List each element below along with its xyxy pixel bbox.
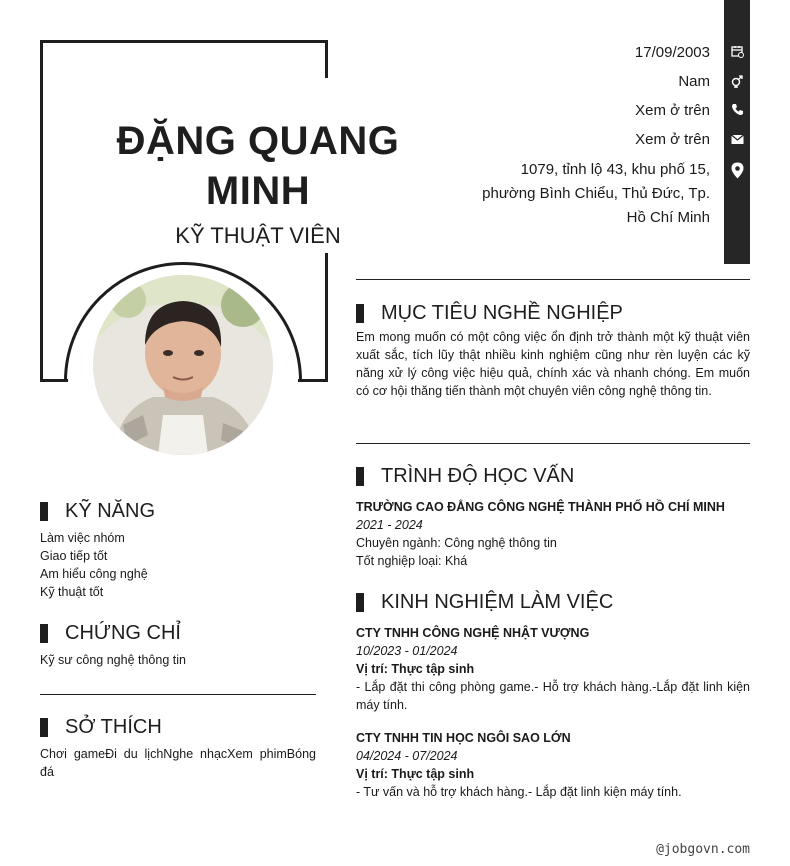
candidate-name: ĐẶNG QUANG MINH: [116, 119, 400, 213]
objective-title: MỤC TIÊU NGHỀ NGHIỆP: [381, 302, 623, 324]
phone-text: Xem ở trên: [635, 102, 710, 119]
frame-left-line: [40, 40, 43, 382]
education-period: 2021 - 2024: [356, 518, 423, 532]
frame-right-top-line: [325, 40, 328, 78]
education-heading: [356, 465, 574, 488]
education-title: TRÌNH ĐỘ HỌC VẤN: [381, 465, 575, 487]
company-name: CTY TNHH TIN HỌC NGÔI SAO LỚN: [356, 731, 571, 745]
experience-item: [356, 729, 750, 801]
list-item: Am hiểu công nghệ: [40, 567, 148, 581]
objective-divider: [356, 443, 750, 444]
address-text: 1079, tỉnh lộ 43, khu phố 15, phường Bình Chiểu, Thủ Đức, Tp. Hồ Chí Minh: [482, 161, 710, 226]
frame-bottom-right-line: [298, 379, 328, 382]
certificate-item: Kỹ sư công nghệ thông tin: [40, 653, 186, 667]
hobbies-title: SỞ THÍCH: [65, 716, 162, 738]
avatar: [93, 275, 273, 455]
heading-bar: [40, 502, 48, 521]
job-title: KỸ THUẬT VIÊN: [175, 223, 341, 248]
skills-title: KỸ NĂNG: [65, 500, 156, 522]
heading-bar: [356, 593, 364, 612]
email-text: Xem ở trên: [635, 131, 710, 148]
education-grade: Tốt nghiệp loại: Khá: [356, 554, 468, 568]
location-icon: [724, 162, 750, 183]
certificates-title: CHỨNG CHỈ: [65, 622, 181, 644]
education-major: Chuyên ngành: Công nghệ thông tin: [356, 536, 557, 550]
calendar-icon: [724, 45, 750, 62]
gender-icon: [724, 74, 750, 92]
company-name: CTY TNHH CÔNG NGHỆ NHẬT VƯỢNG: [356, 626, 590, 640]
left-divider: [40, 694, 316, 695]
experience-title: KINH NGHIỆM LÀM VIỆC: [381, 591, 614, 613]
birthday-text: 17/09/2003: [634, 44, 710, 61]
list-item: Kỹ thuật tốt: [40, 585, 104, 599]
heading-bar: [356, 304, 364, 323]
job-position: Vị trí: Thực tập sinh: [356, 767, 475, 781]
skills-heading: [40, 500, 155, 523]
frame-top-line: [40, 40, 328, 43]
skills-list: [40, 529, 148, 601]
objective-text: Em mong muốn có một công việc ổn định trở thành một kỹ thuật viên xuất sắc, tích lũy thật nhiều kinh nghiệm cũng như rèn luyện các kỹ năng xử lý công việc hiệu quả, chính xác và nhanh chóng. Em muốn có cơ hội thăng tiến thành một chuyên viên công nghệ thông tin.: [356, 330, 750, 398]
school-name: TRƯỜNG CAO ĐẲNG CÔNG NGHỆ THÀNH PHỐ HỒ CHÍ MINH: [356, 500, 725, 514]
heading-bar: [40, 718, 48, 737]
hobbies-text: Chơi gameĐi du lịchNghe nhạcXem phimBóng đá: [40, 747, 316, 779]
list-item: Làm việc nhóm: [40, 531, 125, 545]
gender-text: Nam: [678, 73, 710, 90]
contact-sidebar: [724, 0, 750, 264]
objective-heading: [356, 302, 623, 325]
heading-bar: [356, 467, 364, 486]
job-description: - Lắp đặt thi công phòng game.- Hỗ trợ khách hàng.-Lắp đặt linh kiện máy tính.: [356, 680, 750, 712]
top-divider: [356, 279, 750, 280]
avatar-photo: [93, 275, 273, 455]
phone-icon: [724, 103, 750, 120]
heading-bar: [40, 624, 48, 643]
experience-heading: [356, 591, 613, 614]
education-block: [356, 498, 750, 570]
list-item: Giao tiếp tốt: [40, 549, 108, 563]
watermark-text: @jobgovn.com: [656, 842, 750, 857]
frame-right-bottom-line: [325, 253, 328, 382]
frame-bottom-left-line: [40, 379, 68, 382]
job-period: 10/2023 - 01/2024: [356, 644, 458, 658]
job-description: - Tư vấn và hỗ trợ khách hàng.- Lắp đặt linh kiện máy tính.: [356, 785, 682, 799]
certificates-heading: [40, 622, 181, 645]
experience-item: [356, 624, 750, 714]
job-period: 04/2024 - 07/2024: [356, 749, 458, 763]
mail-icon: [724, 133, 750, 149]
job-position: Vị trí: Thực tập sinh: [356, 662, 475, 676]
hobbies-heading: [40, 716, 162, 739]
